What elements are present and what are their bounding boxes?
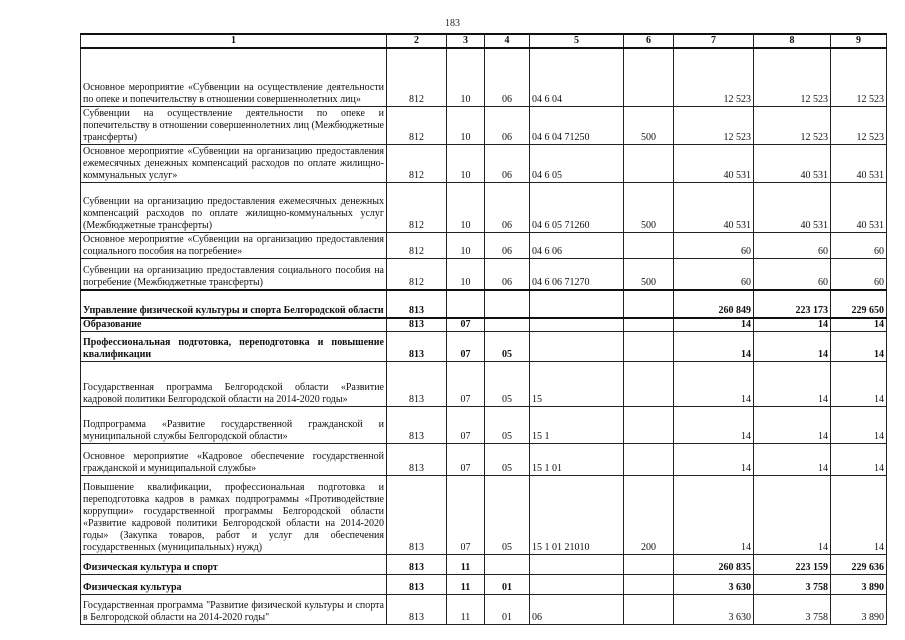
table-row xyxy=(81,232,887,258)
row-vr xyxy=(624,332,674,362)
row-year1: 3 630 xyxy=(674,575,754,595)
page-number: 183 xyxy=(445,18,460,29)
row-year3: 14 xyxy=(831,332,887,362)
row-ved: 813 xyxy=(387,407,447,444)
table-row xyxy=(81,407,887,444)
row-year1: 14 xyxy=(674,318,754,332)
row-csr xyxy=(530,290,624,318)
row-rz: 07 xyxy=(447,476,485,555)
row-pr: 06 xyxy=(485,232,530,258)
row-name: Субвенции на организацию предоставления ежемесячных денежных компенсаций расходов по оплате жилищно-коммунальных услуг (Межбюджетные трансферты) xyxy=(81,182,387,232)
col-header-pr: 4 xyxy=(485,34,530,48)
row-name: Основное мероприятие «Кадровое обеспечение государственной гражданской и муниципальной службы» xyxy=(81,444,387,476)
row-year1: 3 630 xyxy=(674,595,754,625)
row-name: Профессиональная подготовка, переподготовка и повышение квалификации xyxy=(81,332,387,362)
table-row xyxy=(81,595,887,625)
row-rz: 10 xyxy=(447,144,485,182)
row-ved: 812 xyxy=(387,144,447,182)
row-year2: 14 xyxy=(754,362,831,407)
table-row xyxy=(81,106,887,144)
row-year3: 229 636 xyxy=(831,555,887,575)
budget-table xyxy=(80,33,887,625)
row-pr: 05 xyxy=(485,332,530,362)
row-year1: 14 xyxy=(674,332,754,362)
row-year3: 40 531 xyxy=(831,144,887,182)
row-pr: 05 xyxy=(485,444,530,476)
row-name: Физическая культура xyxy=(81,575,387,595)
row-name: Основное мероприятие «Субвенции на осуществление деятельности по опеке и попечительству в отношении совершеннолетних лиц» xyxy=(81,48,387,106)
row-pr: 01 xyxy=(485,575,530,595)
row-csr: 04 6 05 xyxy=(530,144,624,182)
row-year1: 260 849 xyxy=(674,290,754,318)
row-ved: 812 xyxy=(387,106,447,144)
row-rz: 11 xyxy=(447,575,485,595)
row-year1: 14 xyxy=(674,476,754,555)
row-rz: 11 xyxy=(447,555,485,575)
row-vr xyxy=(624,318,674,332)
row-year1: 12 523 xyxy=(674,48,754,106)
row-vr xyxy=(624,444,674,476)
col-header-year1: 7 xyxy=(674,34,754,48)
row-year1: 40 531 xyxy=(674,182,754,232)
row-name: Субвенции на осуществление деятельности по опеке и попечительству в отношении совершеннолетних лиц (Межбюджетные трансферты) xyxy=(81,106,387,144)
row-vr: 200 xyxy=(624,476,674,555)
row-name: Подпрограмма «Развитие государственной гражданской и муниципальной службы Белгородской области» xyxy=(81,407,387,444)
row-csr: 04 6 06 xyxy=(530,232,624,258)
row-year2: 40 531 xyxy=(754,144,831,182)
row-ved: 813 xyxy=(387,290,447,318)
row-year3: 60 xyxy=(831,258,887,290)
row-vr xyxy=(624,575,674,595)
row-csr: 04 6 04 71250 xyxy=(530,106,624,144)
col-header-ved: 2 xyxy=(387,34,447,48)
row-pr: 06 xyxy=(485,48,530,106)
table-row xyxy=(81,182,887,232)
header-row xyxy=(81,34,887,48)
row-vr: 500 xyxy=(624,106,674,144)
row-rz: 10 xyxy=(447,182,485,232)
row-ved: 812 xyxy=(387,182,447,232)
row-rz: 07 xyxy=(447,362,485,407)
row-year1: 14 xyxy=(674,444,754,476)
row-vr xyxy=(624,407,674,444)
row-csr: 15 1 01 21010 xyxy=(530,476,624,555)
row-vr xyxy=(624,555,674,575)
table-row xyxy=(81,290,887,318)
row-rz: 10 xyxy=(447,106,485,144)
row-year3: 14 xyxy=(831,407,887,444)
row-csr: 04 6 05 71260 xyxy=(530,182,624,232)
row-name: Основное мероприятие «Субвенции на организацию предоставления ежемесячных денежных компенсаций расходов по оплате жилищно-коммунальных услуг» xyxy=(81,144,387,182)
col-header-csr: 5 xyxy=(530,34,624,48)
row-pr: 06 xyxy=(485,144,530,182)
row-vr xyxy=(624,290,674,318)
row-ved: 813 xyxy=(387,575,447,595)
row-ved: 812 xyxy=(387,258,447,290)
row-csr xyxy=(530,555,624,575)
row-pr: 05 xyxy=(485,362,530,407)
table-row xyxy=(81,362,887,407)
row-vr: 500 xyxy=(624,182,674,232)
table-row xyxy=(81,144,887,182)
row-ved: 813 xyxy=(387,444,447,476)
row-csr xyxy=(530,318,624,332)
row-year2: 3 758 xyxy=(754,595,831,625)
row-year3: 3 890 xyxy=(831,595,887,625)
row-year1: 60 xyxy=(674,258,754,290)
table-row xyxy=(81,444,887,476)
row-year2: 12 523 xyxy=(754,48,831,106)
row-pr: 01 xyxy=(485,595,530,625)
row-year2: 60 xyxy=(754,232,831,258)
row-vr xyxy=(624,144,674,182)
row-name: Повышение квалификации, профессиональная подготовка и переподготовка кадров в рамках подпрограммы «Противодействие коррупции» государственной программы Белгородской области «Развитие кадровой политики Белгородской области на 2014-2020 годы» (Закупка товаров, работ и услуг для обеспечения государственных (муниципальных) нужд) xyxy=(81,476,387,555)
row-name: Государственная программа Белгородской области «Развитие кадровой политики Белгородской области на 2014-2020 годы» xyxy=(81,362,387,407)
table-row xyxy=(81,476,887,555)
table-row xyxy=(81,555,887,575)
row-year2: 12 523 xyxy=(754,106,831,144)
col-header-vr: 6 xyxy=(624,34,674,48)
row-csr: 06 xyxy=(530,595,624,625)
row-year3: 14 xyxy=(831,362,887,407)
row-csr: 15 1 01 xyxy=(530,444,624,476)
row-csr: 04 6 04 xyxy=(530,48,624,106)
row-pr xyxy=(485,290,530,318)
table-row xyxy=(81,258,887,290)
row-year3: 14 xyxy=(831,476,887,555)
row-year2: 3 758 xyxy=(754,575,831,595)
row-csr xyxy=(530,332,624,362)
row-ved: 813 xyxy=(387,318,447,332)
row-vr xyxy=(624,595,674,625)
row-name: Государственная программа "Развитие физической культуры и спорта в Белгородской области на 2014-2020 годы" xyxy=(81,595,387,625)
col-header-name: 1 xyxy=(81,34,387,48)
row-year2: 14 xyxy=(754,318,831,332)
row-year1: 14 xyxy=(674,362,754,407)
row-pr: 05 xyxy=(485,476,530,555)
row-vr xyxy=(624,48,674,106)
row-ved: 813 xyxy=(387,476,447,555)
row-csr: 04 6 06 71270 xyxy=(530,258,624,290)
row-rz: 11 xyxy=(447,595,485,625)
row-vr: 500 xyxy=(624,258,674,290)
row-ved: 813 xyxy=(387,332,447,362)
row-rz xyxy=(447,290,485,318)
row-rz: 07 xyxy=(447,407,485,444)
row-ved: 812 xyxy=(387,232,447,258)
col-header-rz: 3 xyxy=(447,34,485,48)
row-year3: 14 xyxy=(831,444,887,476)
table-row xyxy=(81,318,887,332)
row-pr xyxy=(485,318,530,332)
table-row xyxy=(81,48,887,106)
row-vr xyxy=(624,232,674,258)
row-rz: 10 xyxy=(447,48,485,106)
row-year3: 14 xyxy=(831,318,887,332)
row-csr: 15 xyxy=(530,362,624,407)
row-pr xyxy=(485,555,530,575)
row-rz: 07 xyxy=(447,332,485,362)
row-year3: 40 531 xyxy=(831,182,887,232)
row-csr xyxy=(530,575,624,595)
row-pr: 06 xyxy=(485,106,530,144)
row-year2: 14 xyxy=(754,332,831,362)
row-name: Физическая культура и спорт xyxy=(81,555,387,575)
row-year1: 60 xyxy=(674,232,754,258)
row-year1: 14 xyxy=(674,407,754,444)
row-name: Субвенции на организацию предоставления социального пособия на погребение (Межбюджетные трансферты) xyxy=(81,258,387,290)
row-year2: 223 173 xyxy=(754,290,831,318)
row-year1: 40 531 xyxy=(674,144,754,182)
row-year1: 260 835 xyxy=(674,555,754,575)
row-ved: 813 xyxy=(387,555,447,575)
row-year1: 12 523 xyxy=(674,106,754,144)
col-header-year3: 9 xyxy=(831,34,887,48)
row-rz: 07 xyxy=(447,444,485,476)
row-ved: 813 xyxy=(387,362,447,407)
row-year3: 12 523 xyxy=(831,48,887,106)
row-ved: 812 xyxy=(387,48,447,106)
col-header-year2: 8 xyxy=(754,34,831,48)
row-year2: 14 xyxy=(754,444,831,476)
row-name: Управление физической культуры и спорта Белгородской области xyxy=(81,290,387,318)
row-year3: 60 xyxy=(831,232,887,258)
row-name: Основное мероприятие «Субвенции на организацию предоставления социального пособия на погребение» xyxy=(81,232,387,258)
table-row xyxy=(81,575,887,595)
row-pr: 05 xyxy=(485,407,530,444)
row-year3: 229 650 xyxy=(831,290,887,318)
row-year2: 14 xyxy=(754,476,831,555)
row-year2: 40 531 xyxy=(754,182,831,232)
row-year3: 3 890 xyxy=(831,575,887,595)
row-rz: 07 xyxy=(447,318,485,332)
row-ved: 813 xyxy=(387,595,447,625)
row-year2: 223 159 xyxy=(754,555,831,575)
row-csr: 15 1 xyxy=(530,407,624,444)
row-rz: 10 xyxy=(447,232,485,258)
row-vr xyxy=(624,362,674,407)
row-name: Образование xyxy=(81,318,387,332)
row-year3: 12 523 xyxy=(831,106,887,144)
row-rz: 10 xyxy=(447,258,485,290)
row-pr: 06 xyxy=(485,258,530,290)
row-year2: 14 xyxy=(754,407,831,444)
row-year2: 60 xyxy=(754,258,831,290)
table-row xyxy=(81,332,887,362)
row-pr: 06 xyxy=(485,182,530,232)
